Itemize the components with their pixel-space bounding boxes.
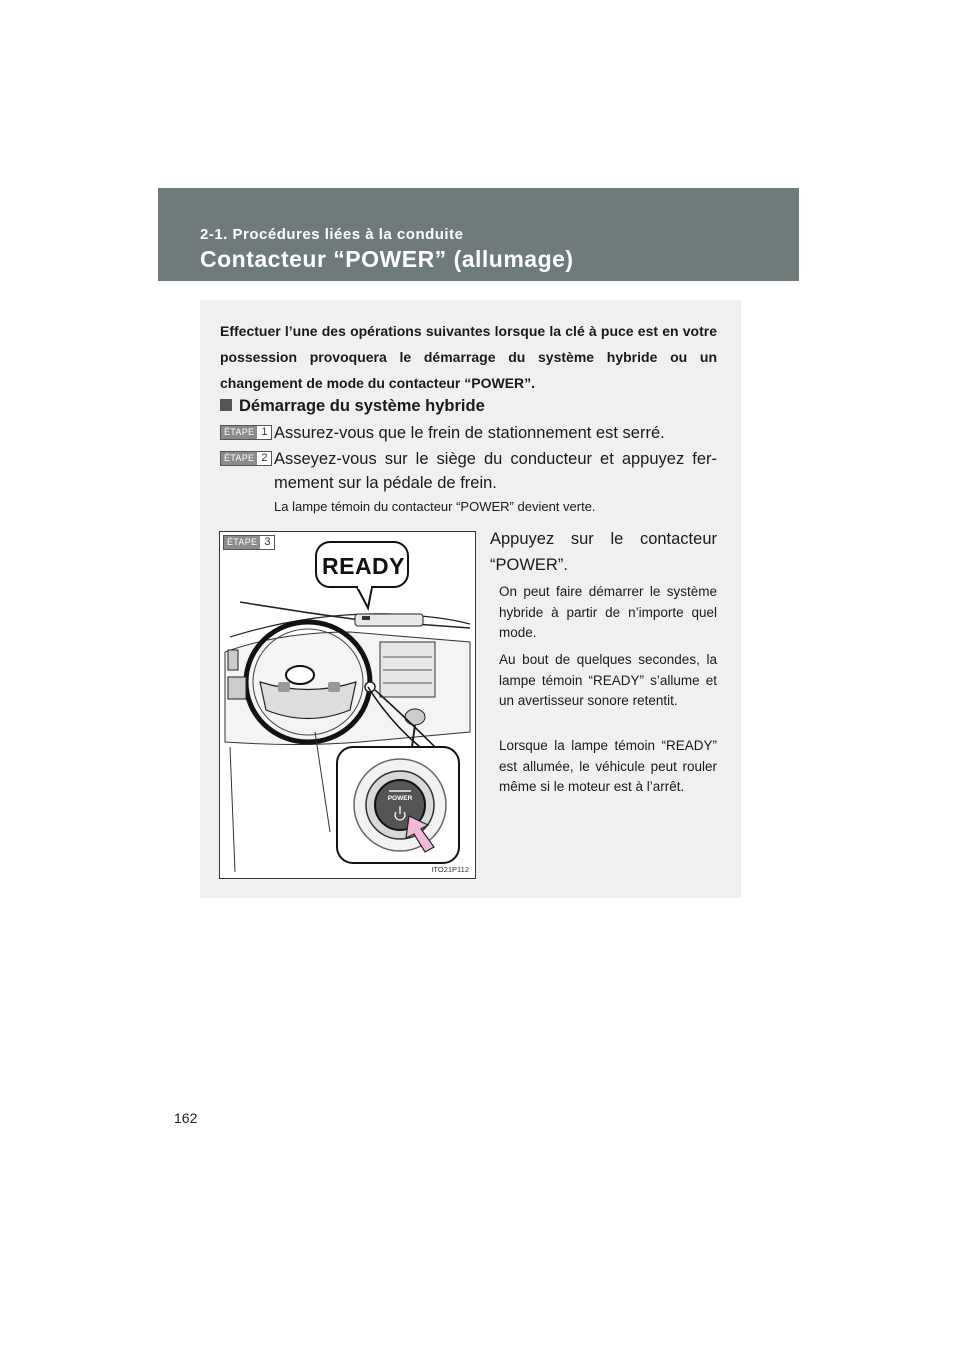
step-2-note: La lampe témoin du contacteur “POWER” devient verte. [274, 499, 596, 514]
step-2-text: Asseyez-vous sur le siège du conducteur et appuyez fermement sur la pédale de frein. [274, 450, 717, 492]
section-header [158, 188, 799, 281]
step-badge-label: ÉTAPE [221, 452, 257, 465]
power-button-label: POWER [387, 795, 413, 802]
step-badge-label: ÉTAPE [221, 426, 257, 439]
step-3-text: Appuyez sur le contacteur “POWER”. [490, 530, 717, 574]
section-title: 2-1. Procédures liées à la conduite [200, 226, 464, 243]
step-badge-number: 3 [264, 536, 271, 548]
intro-paragraph: Effectuer l’une des opérations suivantes lorsque la clé à puce est en votre possession provoquera le démarrage du système hybride ou un changement de mode du contacteur “POWER”. [220, 323, 717, 391]
step-badge-number: 2 [261, 452, 268, 464]
square-bullet-icon [220, 399, 232, 411]
ready-indicator-label: READY [322, 553, 406, 579]
page-number: 162 [174, 1110, 198, 1126]
figure-code: ITO21P112 [431, 865, 469, 874]
step-badge-3 [223, 535, 275, 550]
step-badge-1 [220, 425, 272, 440]
page-title: Contacteur “POWER” (allumage) [200, 246, 574, 272]
step-badge-2 [220, 451, 272, 466]
step-3-paragraph-2: Au bout de quelques secondes, la lampe témoin “READY” s’allume et un avertisseur sonore retentit. [499, 652, 717, 708]
subheading-text: Démarrage du système hybride [239, 397, 485, 415]
power-switch-illustration [219, 531, 476, 879]
step-badge-number: 1 [261, 426, 268, 438]
subheading [220, 397, 485, 416]
step-1-text: Assurez-vous que le frein de stationnement est serré. [274, 424, 665, 442]
step-badge-label: ÉTAPE [224, 536, 260, 549]
step-3-paragraph-3: Lorsque la lampe témoin “READY” est allumée, le véhicule peut rouler même si le moteur est à l’arrêt. [499, 738, 717, 794]
dashboard-drawing [220, 532, 476, 879]
content-box [200, 300, 741, 898]
step-3-paragraph-1: On peut faire démarrer le système hybride à partir de n’importe quel mode. [499, 584, 717, 640]
